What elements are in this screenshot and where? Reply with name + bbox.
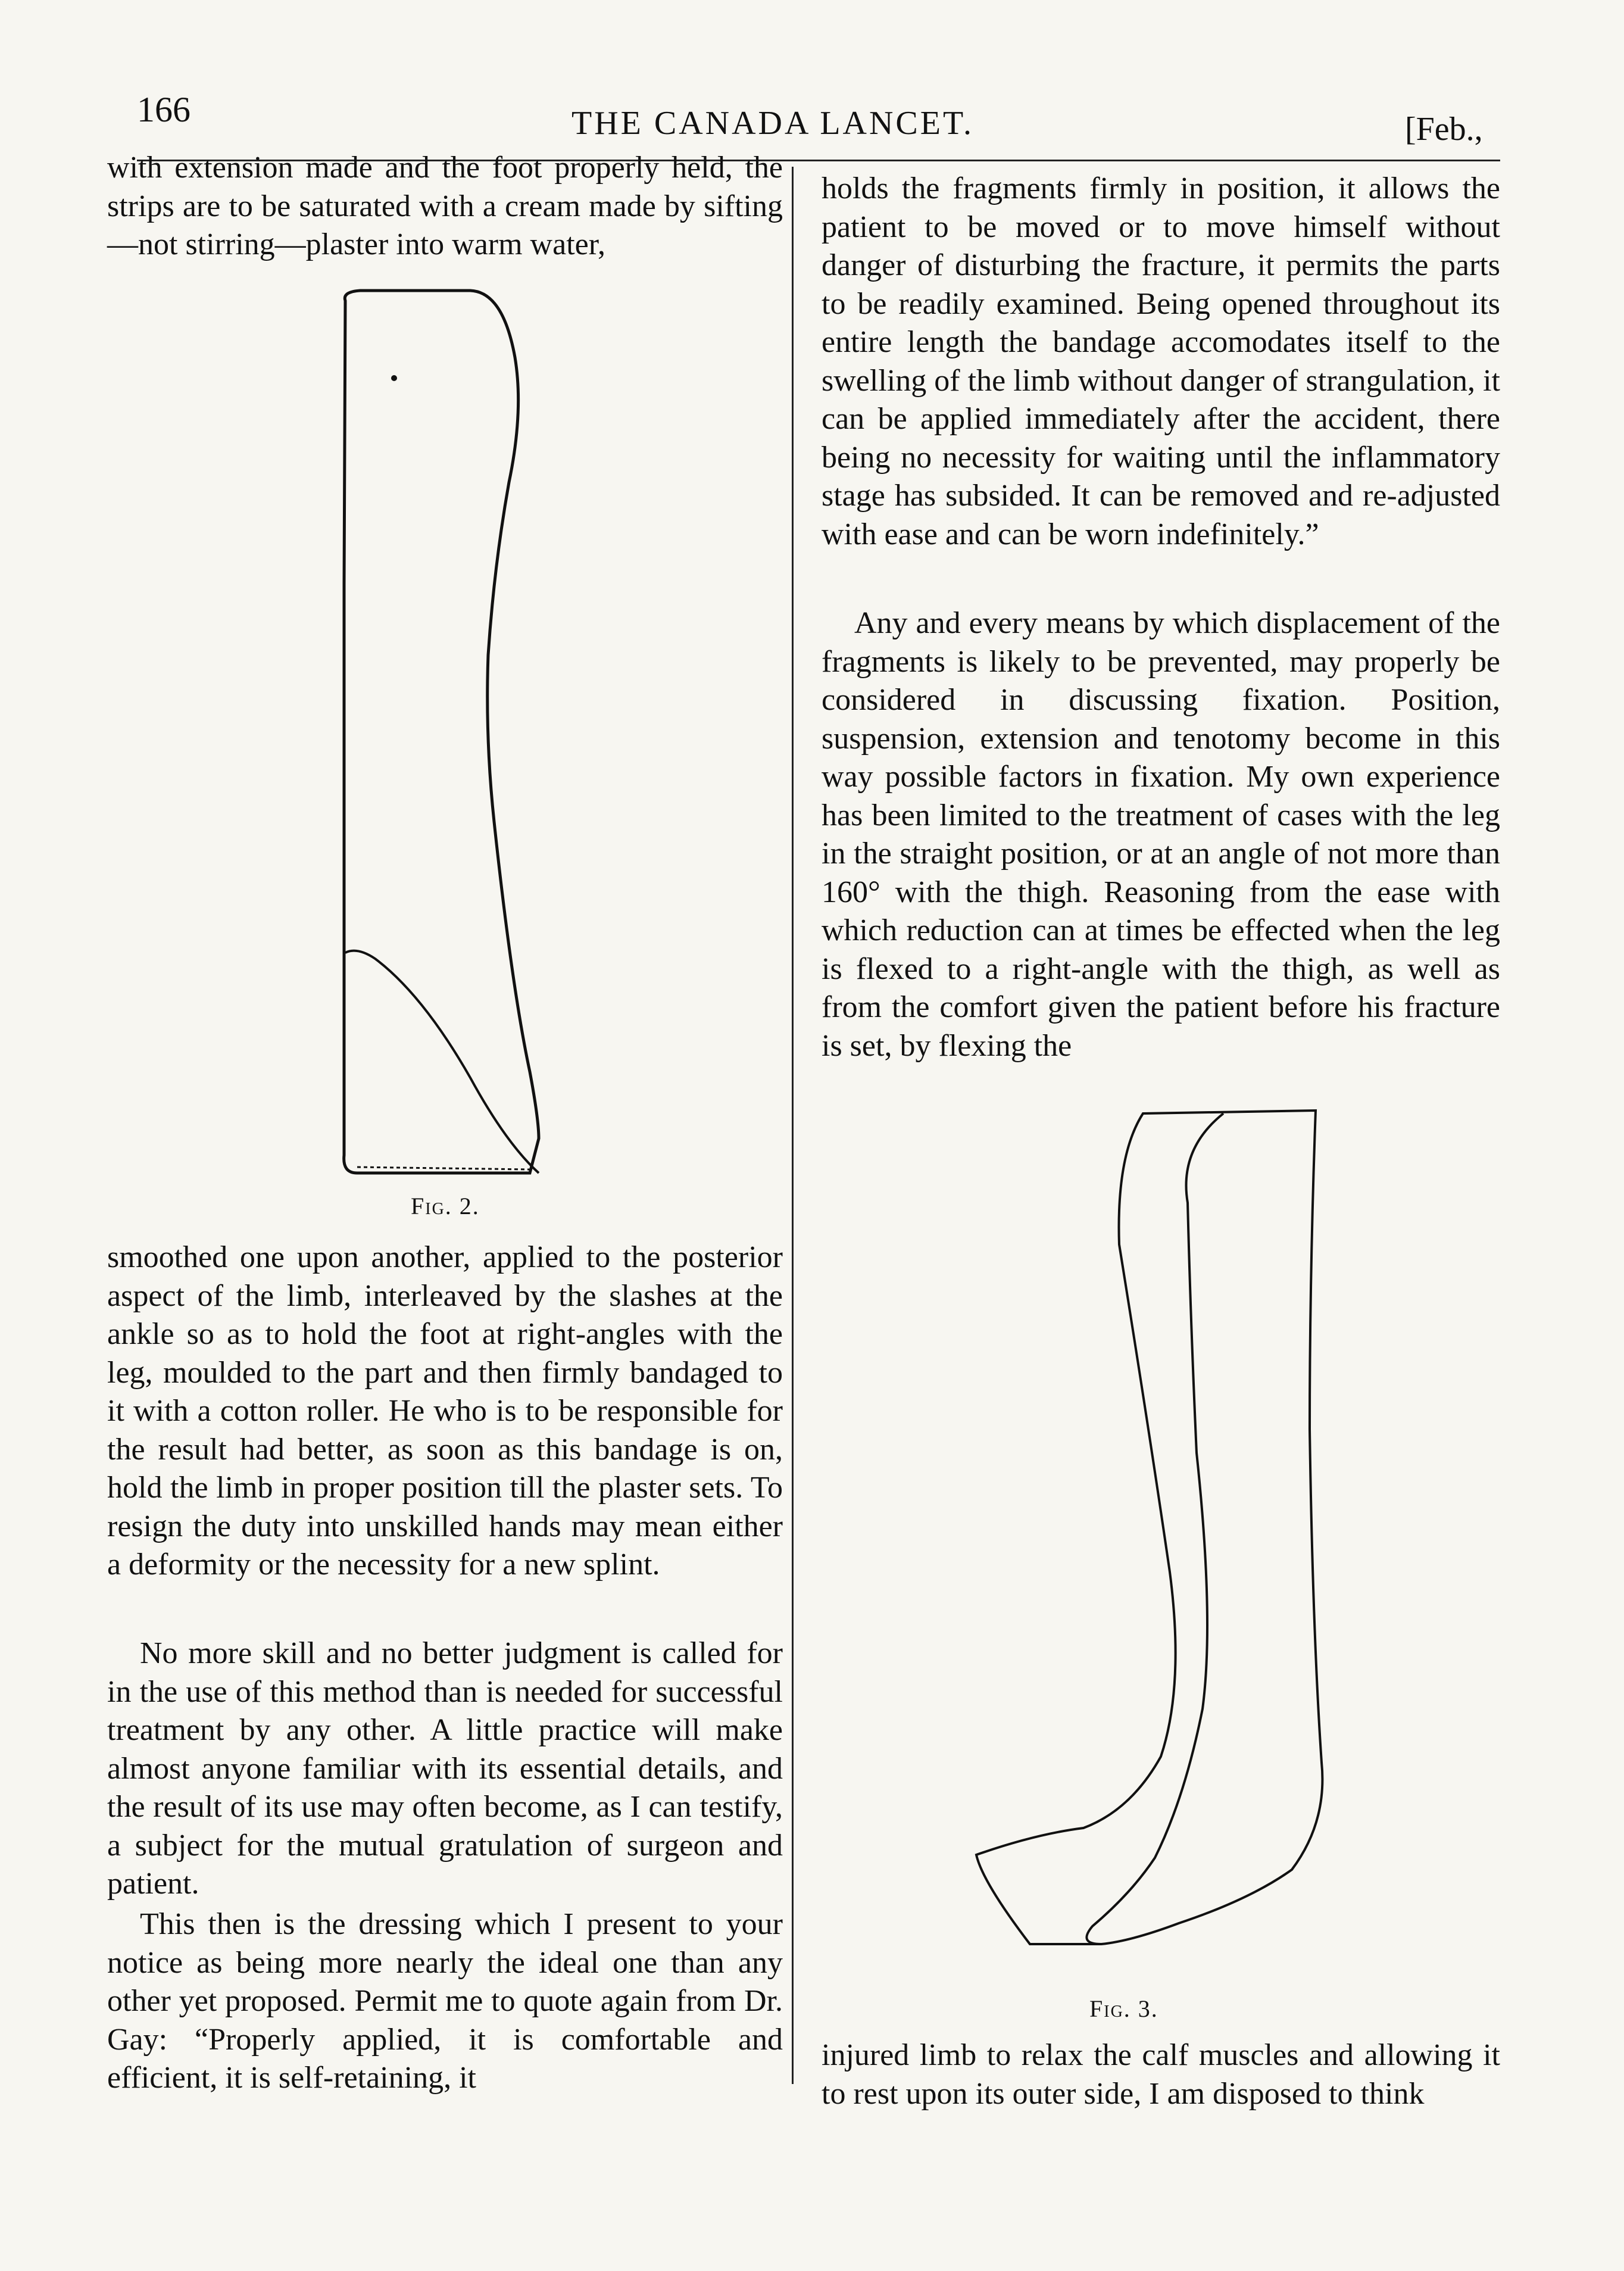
left-paragraph-1: smoothed one upon another, applied to the posterior aspect of the limb, interleaved by the slashes at the ankle so as to hold the foot at right-angles with the leg, moulded to the part and then firmly bandaged to it with a cotton roller. He who is to be responsible for the result had better, as soon as this bandage is on, hold the limb in proper position till the plaster sets. To resign the duty into unskilled hands may mean either a deformity or the necessity for a new splint. xyxy=(107,1240,783,1581)
figure-3-leg-drawing xyxy=(952,1096,1345,1989)
figure-2-splint-drawing xyxy=(333,286,560,1191)
figure-2-caption: Fig. 2. xyxy=(411,1193,480,1219)
right-paragraph-2: Any and every means by which displacement of the fragments is likely to be prevented, may properly be considered in discussing fixation. Position, suspension, extension and tenotomy become in this way possible factors in fixation. My own experience has been limited to the treatment of cases with the leg in the straight position, or at an angle of not more than 160° with the thigh. Reasoning from the ease with which reduction can at times be effected when the leg is flexed to a right-angle with the thigh, as well as from the comfort given the patient before his fracture is set, by flexing the xyxy=(822,606,1500,1063)
journal-title: THE CANADA LANCET. xyxy=(571,105,975,142)
figure-3-caption: Fig. 3. xyxy=(1089,1995,1158,2022)
left-paragraph-top: with extension made and the foot properly held, the strips are to be saturated with a cream made by sifting—not stirring—plaster into warm water, xyxy=(107,151,783,261)
page-number: 166 xyxy=(137,90,190,129)
right-paragraph-1: holds the fragments firmly in position, it allows the patient to be moved or to move himself without danger of disturbing the fracture, it permits the parts to be readily examined. Being opened throughout its entire length the bandage accomodates itself to the swelling of the limb without danger of strangulation, it can be applied immediately after the accident, there being no necessity for waiting until the inflammatory stage has subsided. It can be removed and re-adjusted with ease and can be worn indefinitely.” xyxy=(822,171,1500,551)
page-header xyxy=(137,83,1500,155)
left-paragraph-2: No more skill and no better judgment is called for in the use of this method than is needed for successful treatment by any other. A little practice will make almost anyone familiar with its essential details, and the result of its use may often become, as I can testify, a subject for the mutual gratulation of surgeon and patient. xyxy=(107,1636,783,1901)
column-divider xyxy=(792,167,794,2084)
right-paragraph-3: injured limb to relax the calf muscles and allowing it to rest upon its outer side, I am disposed to think xyxy=(822,2038,1500,2111)
issue-month: [Feb., xyxy=(1405,111,1483,148)
left-paragraph-3: This then is the dressing which I present to your notice as being more nearly the ideal one than any other yet proposed. Permit me to quote again from Dr. Gay: “Properly applied, it is comfortable and efficient, it is self-retaining, it xyxy=(107,1907,783,2095)
